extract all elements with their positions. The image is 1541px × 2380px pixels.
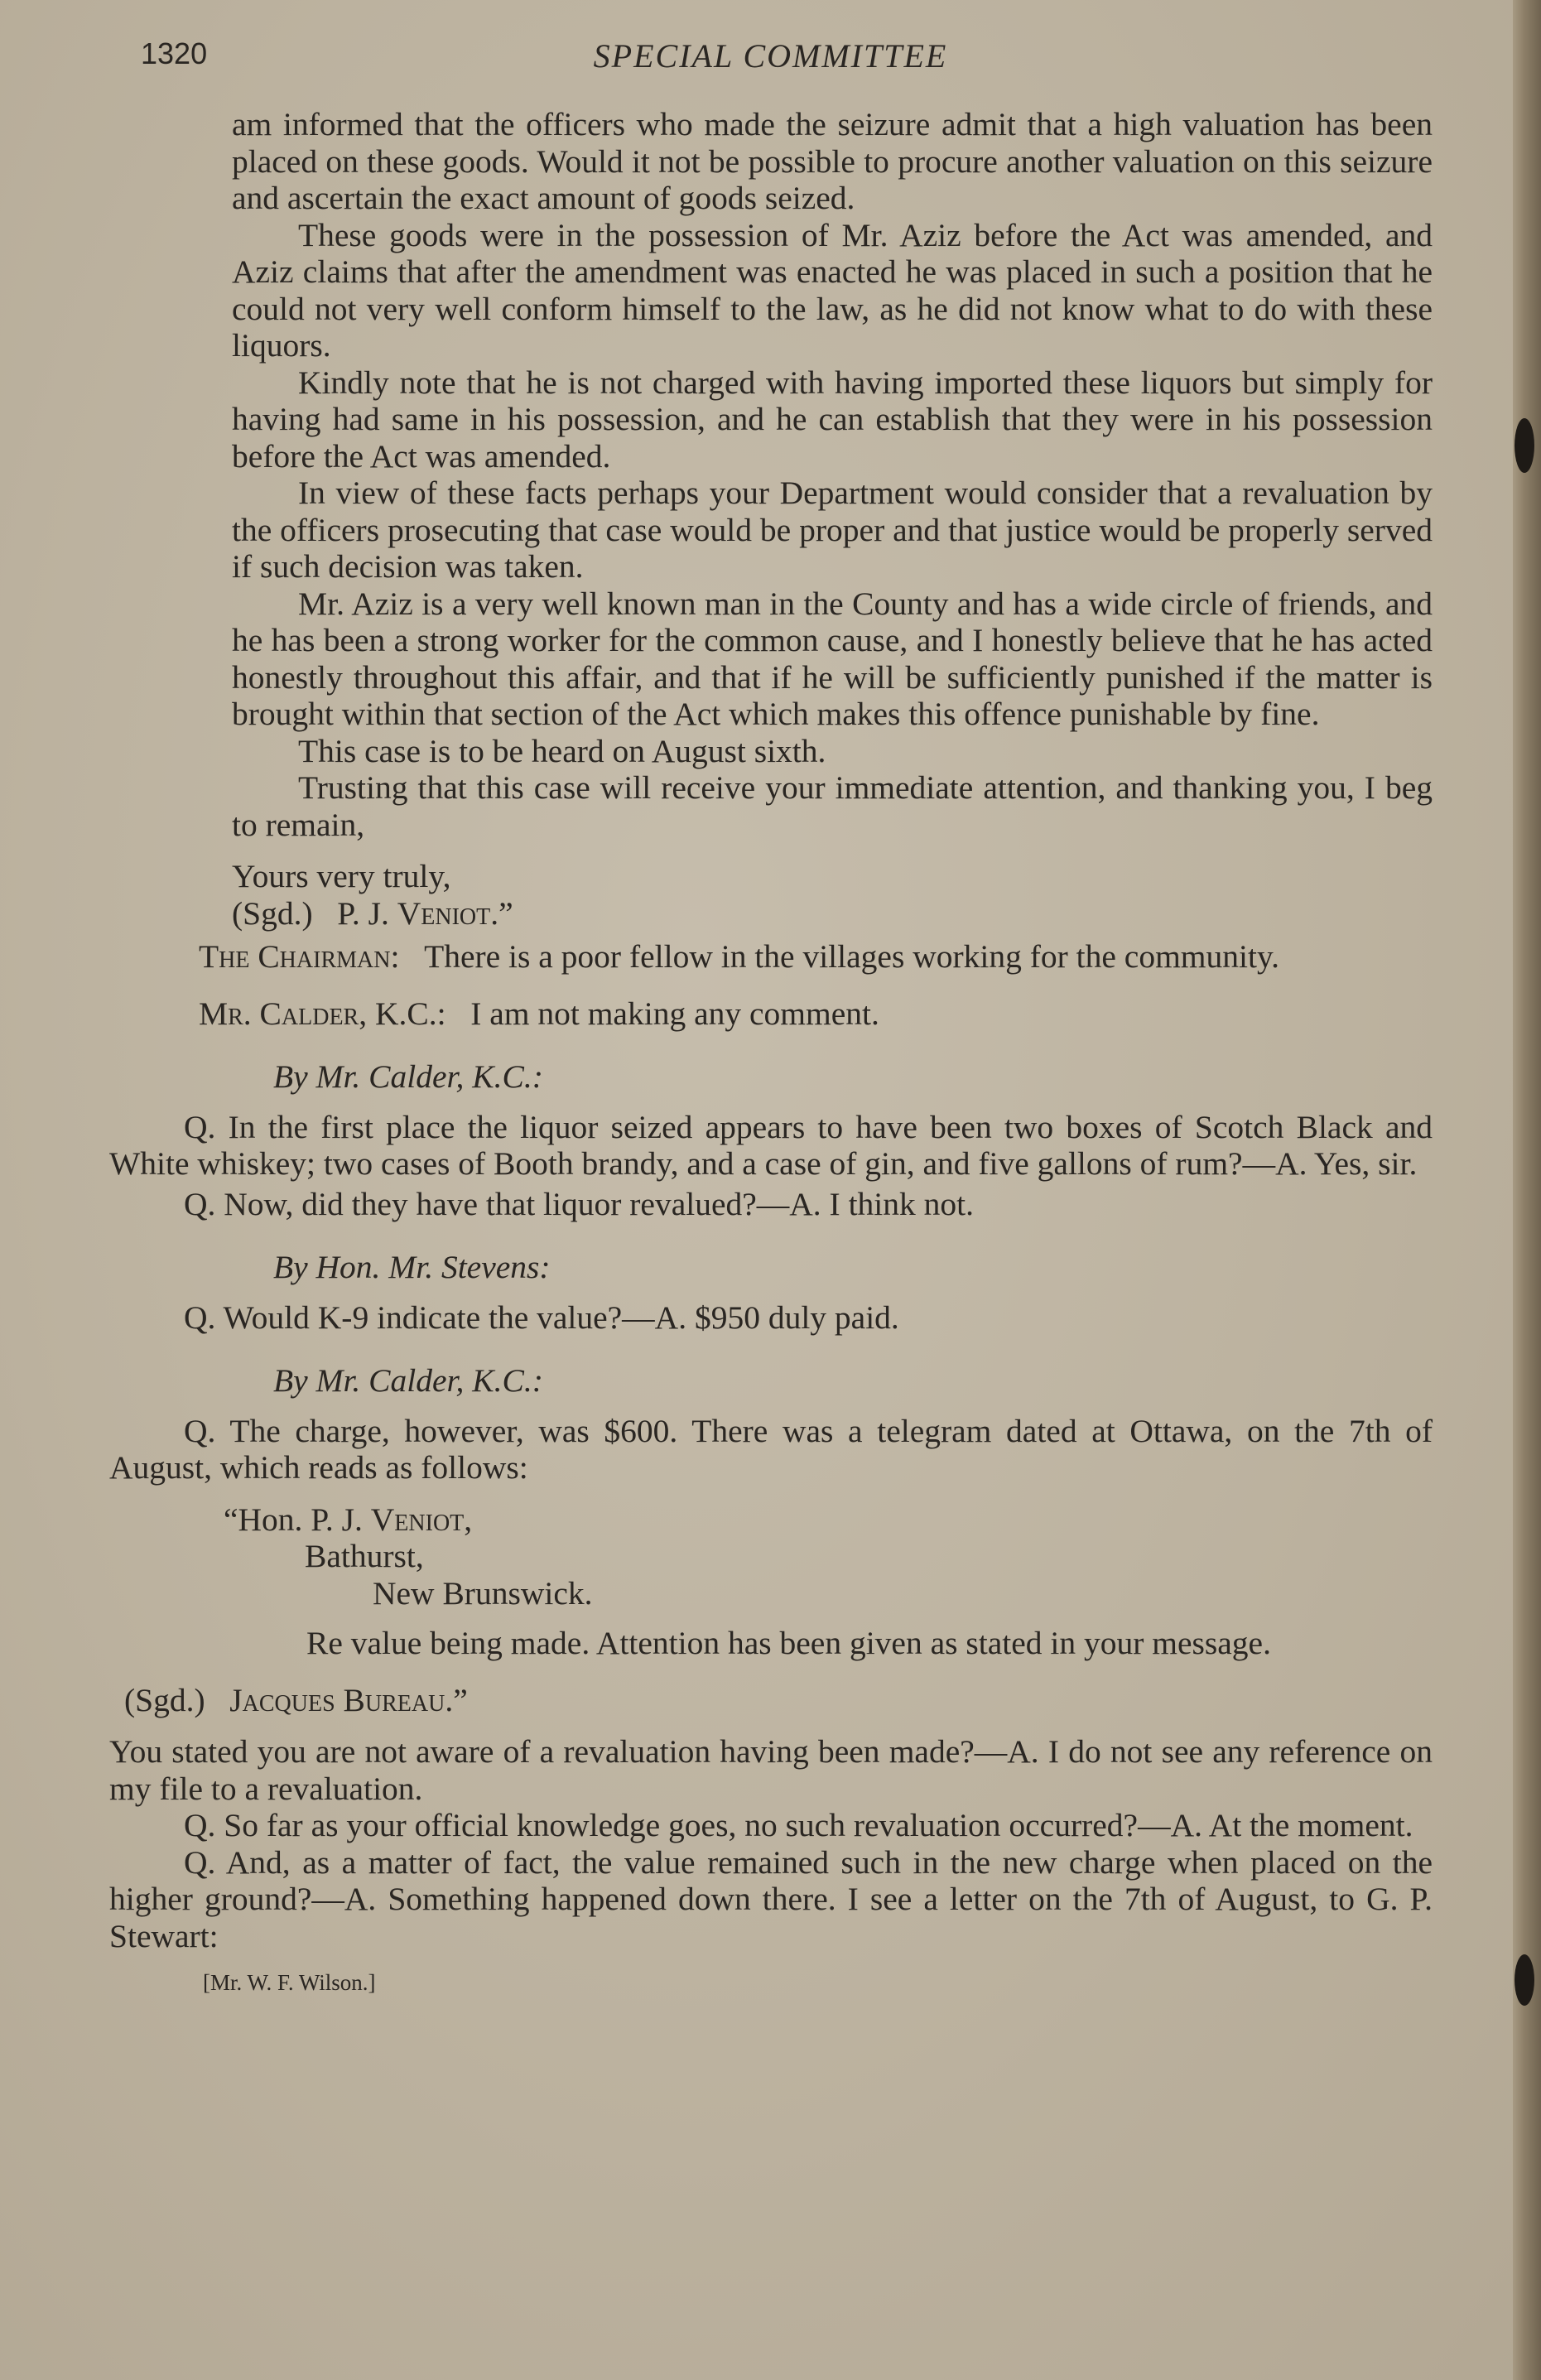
addressee-prefix: “Hon. P. J. xyxy=(224,1501,363,1538)
question-answer: Q. Now, did they have that liquor revalued?—A. I think not. xyxy=(184,1185,974,1222)
witness-footer: [Mr. W. F. Wilson.] xyxy=(203,1970,376,1995)
speaker-name: Mr. Calder, K.C.: xyxy=(199,995,446,1032)
letter-block xyxy=(124,106,1433,932)
question-answer: Q. So far as your official knowledge goes, no such revaluation occurred?—A. At the moment. xyxy=(184,1807,1413,1843)
sgd-label: (Sgd.) xyxy=(232,894,313,932)
letter-paragraph: These goods were in the possession of Mr. Aziz before the Act was amended, and Aziz claims that after the amendment was enacted he was placed in such a position that he could not very well conform himself to the law, as he did not know what to do with these liquors. xyxy=(232,216,1433,364)
counsel-remark xyxy=(124,995,1433,1033)
signer-surname: Veniot.” xyxy=(397,894,513,932)
telegram-signature xyxy=(124,1682,1433,1719)
examiner-heading: By Mr. Calder, K.C.: xyxy=(273,1058,543,1095)
question-answer: Q. In the first place the liquor seized appears to have been two boxes of Scotch Black and White whiskey; two cases of Booth brandy, and a case of gin, and five gallons of rum?—A. Yes, sir. xyxy=(109,1108,1433,1182)
letter-paragraph: am informed that the officers who made the seizure admit that a high valuation has been placed on these goods. Would it not be possible to procure another valuation on this seizure and ascertain the exact amount of goods seized. xyxy=(232,106,1433,216)
chairman-remark xyxy=(124,938,1433,976)
binding-mark-bottom xyxy=(1515,1954,1534,2006)
telegram-place: Bathurst, xyxy=(305,1538,424,1574)
telegram-addressee xyxy=(124,1501,1433,1539)
page-binding-edge xyxy=(1513,0,1541,2380)
letter-closing: Yours very truly, xyxy=(232,858,451,894)
letter-paragraph: Kindly note that he is not charged with having imported these liquors but simply for having had same in his possession, and he can establish that they were in his possession before the Act was amended. xyxy=(232,364,1433,475)
sgd-label: (Sgd.) xyxy=(124,1681,205,1718)
page-body xyxy=(109,106,1433,2002)
running-head: SPECIAL COMMITTEE xyxy=(593,37,948,75)
telegram-body: Re value being made. Attention has been given as stated in your message. xyxy=(306,1625,1271,1661)
signer-initials: P. J. xyxy=(337,894,389,932)
letter-paragraph: This case is to be heard on August sixth. xyxy=(298,732,826,769)
letter-paragraph: In view of these facts perhaps your Department would consider that a revaluation by the officers prosecuting that case would be proper and that justice would be properly served if such decision was taken. xyxy=(232,475,1433,585)
examiner-heading: By Hon. Mr. Stevens: xyxy=(273,1249,551,1285)
question-answer: Q. The charge, however, was $600. There was a telegram dated at Ottawa, on the 7th of August, which reads as follows: xyxy=(109,1412,1433,1486)
letter-paragraph: Trusting that this case will receive your immediate attention, and thanking you, I beg to remain, xyxy=(232,769,1433,843)
examiner-heading: By Mr. Calder, K.C.: xyxy=(273,1362,543,1399)
page-number: 1320 xyxy=(141,36,208,70)
letter-signature xyxy=(232,895,1433,932)
addressee-surname: Veniot, xyxy=(370,1501,473,1538)
question-answer: Q. Would K-9 indicate the value?—A. $950 duly paid. xyxy=(184,1298,899,1336)
remark-text: I am not making any comment. xyxy=(470,995,879,1032)
telegram-province: New Brunswick. xyxy=(373,1574,593,1612)
speaker-name: The Chairman: xyxy=(199,938,400,975)
letter-paragraph: Mr. Aziz is a very well known man in the County and has a wide circle of friends, and he has been a strong worker for the common cause, and I honestly believe that he has acted honestly throughout this affair, and that if he will be sufficiently punished if the matter is brought within that section of the Act which makes this offence punishable by fine. xyxy=(232,585,1433,732)
question-answer: You stated you are not aware of a revaluation having been made?—A. I do not see any reference on my file to a revaluation. xyxy=(109,1733,1433,1807)
remark-text: There is a poor fellow in the villages working for the community. xyxy=(424,938,1280,975)
telegram-signer: Jacques Bureau.” xyxy=(229,1681,468,1718)
question-answer: Q. And, as a matter of fact, the value remained such in the new charge when placed on the higher ground?—A. Something happened down there. I see a letter on the 7th of August, to G. P. Stewart: xyxy=(109,1843,1433,1954)
binding-mark-top xyxy=(1515,418,1534,473)
